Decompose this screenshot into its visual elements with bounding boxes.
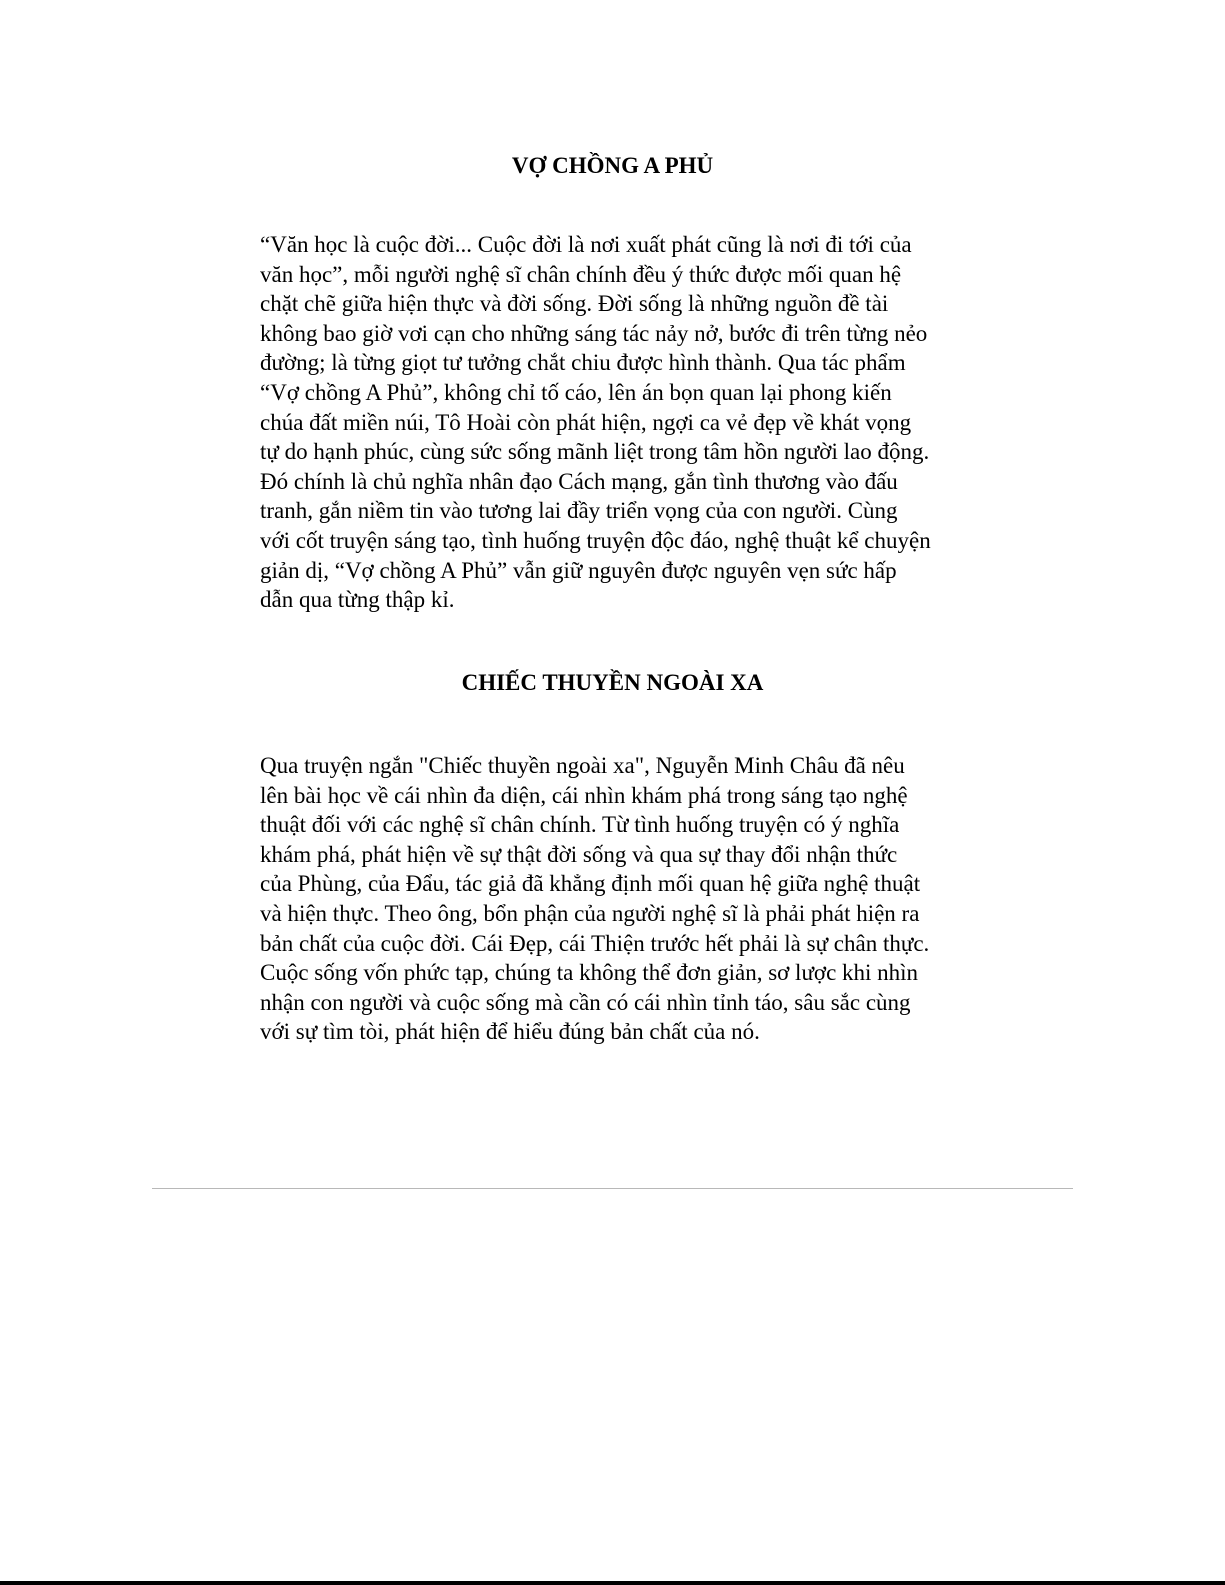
paragraph-line: dẫn qua từng thập kỉ. (260, 587, 455, 613)
paragraph-line: và hiện thực. Theo ông, bổn phận của người nghệ sĩ là phải phát hiện ra (260, 900, 920, 926)
paragraph-line: tự do hạnh phúc, cùng sức sống mãnh liệt trong tâm hồn người lao động. (260, 439, 930, 465)
paragraph-line: bản chất của cuộc đời. Cái Đẹp, cái Thiện trước hết phải là sự chân thực. (260, 930, 930, 956)
paragraph-line: giản dị, “Vợ chồng A Phủ” vẫn giữ nguyên được nguyên vẹn sức hấp (260, 557, 897, 583)
paragraph-line: chúa đất miền núi, Tô Hoài còn phát hiện, ngợi ca vẻ đẹp về khát vọng (260, 409, 912, 435)
paragraph-line: không bao giờ vơi cạn cho những sáng tác nảy nở, bước đi trên từng nẻo (260, 320, 928, 346)
paragraph-line: của Phùng, của Đẩu, tác giả đã khẳng định mối quan hệ giữa nghệ thuật (260, 871, 921, 897)
paragraph-line: lên bài học về cái nhìn đa diện, cái nhìn khám phá trong sáng tạo nghệ (260, 782, 908, 808)
section-paragraph (260, 751, 960, 1047)
paragraph-line: Qua truyện ngắn "Chiếc thuyền ngoài xa", Nguyễn Minh Châu đã nêu (260, 753, 905, 778)
section-paragraph (260, 230, 960, 615)
page-bottom-border (0, 1581, 1225, 1585)
paragraph-line: với cốt truyện sáng tạo, tình huống truyện độc đáo, nghệ thuật kể chuyện (260, 527, 931, 553)
paragraph-line: khám phá, phát hiện về sự thật đời sống và qua sự thay đổi nhận thức (260, 841, 898, 867)
paragraph-line: văn học”, mỗi người nghệ sĩ chân chính đều ý thức được mối quan hệ (260, 261, 902, 287)
paragraph-line: “Văn học là cuộc đời... Cuộc đời là nơi xuất phát cũng là nơi đi tới của (260, 232, 912, 257)
paragraph-line: chặt chẽ giữa hiện thực và đời sống. Đời sống là những nguồn đề tài (260, 291, 889, 317)
paragraph-line: Cuộc sống vốn phức tạp, chúng ta không thể đơn giản, sơ lược khi nhìn (260, 960, 919, 986)
paragraph-line: “Vợ chồng A Phủ”, không chỉ tố cáo, lên án bọn quan lại phong kiến (260, 379, 892, 405)
paragraph-line: đường; là từng giọt tư tưởng chắt chiu được hình thành. Qua tác phẩm (260, 350, 906, 376)
horizontal-divider (152, 1188, 1073, 1189)
section-title: CHIẾC THUYỀN NGOÀI XA (461, 670, 764, 695)
paragraph-line: với sự tìm tòi, phát hiện để hiểu đúng bản chất của nó. (260, 1019, 760, 1045)
paragraph-line: Đó chính là chủ nghĩa nhân đạo Cách mạng, gắn tình thương vào đấu (260, 468, 898, 494)
paragraph-line: thuật đối với các nghệ sĩ chân chính. Từ tình huống truyện có ý nghĩa (260, 812, 900, 838)
section-title: VỢ CHỒNG A PHỦ (511, 153, 714, 178)
paragraph-line: tranh, gắn niềm tin vào tương lai đầy triển vọng của con người. Cùng (260, 498, 898, 524)
paragraph-line: nhận con người và cuộc sống mà cần có cái nhìn tỉnh táo, sâu sắc cùng (260, 989, 911, 1015)
